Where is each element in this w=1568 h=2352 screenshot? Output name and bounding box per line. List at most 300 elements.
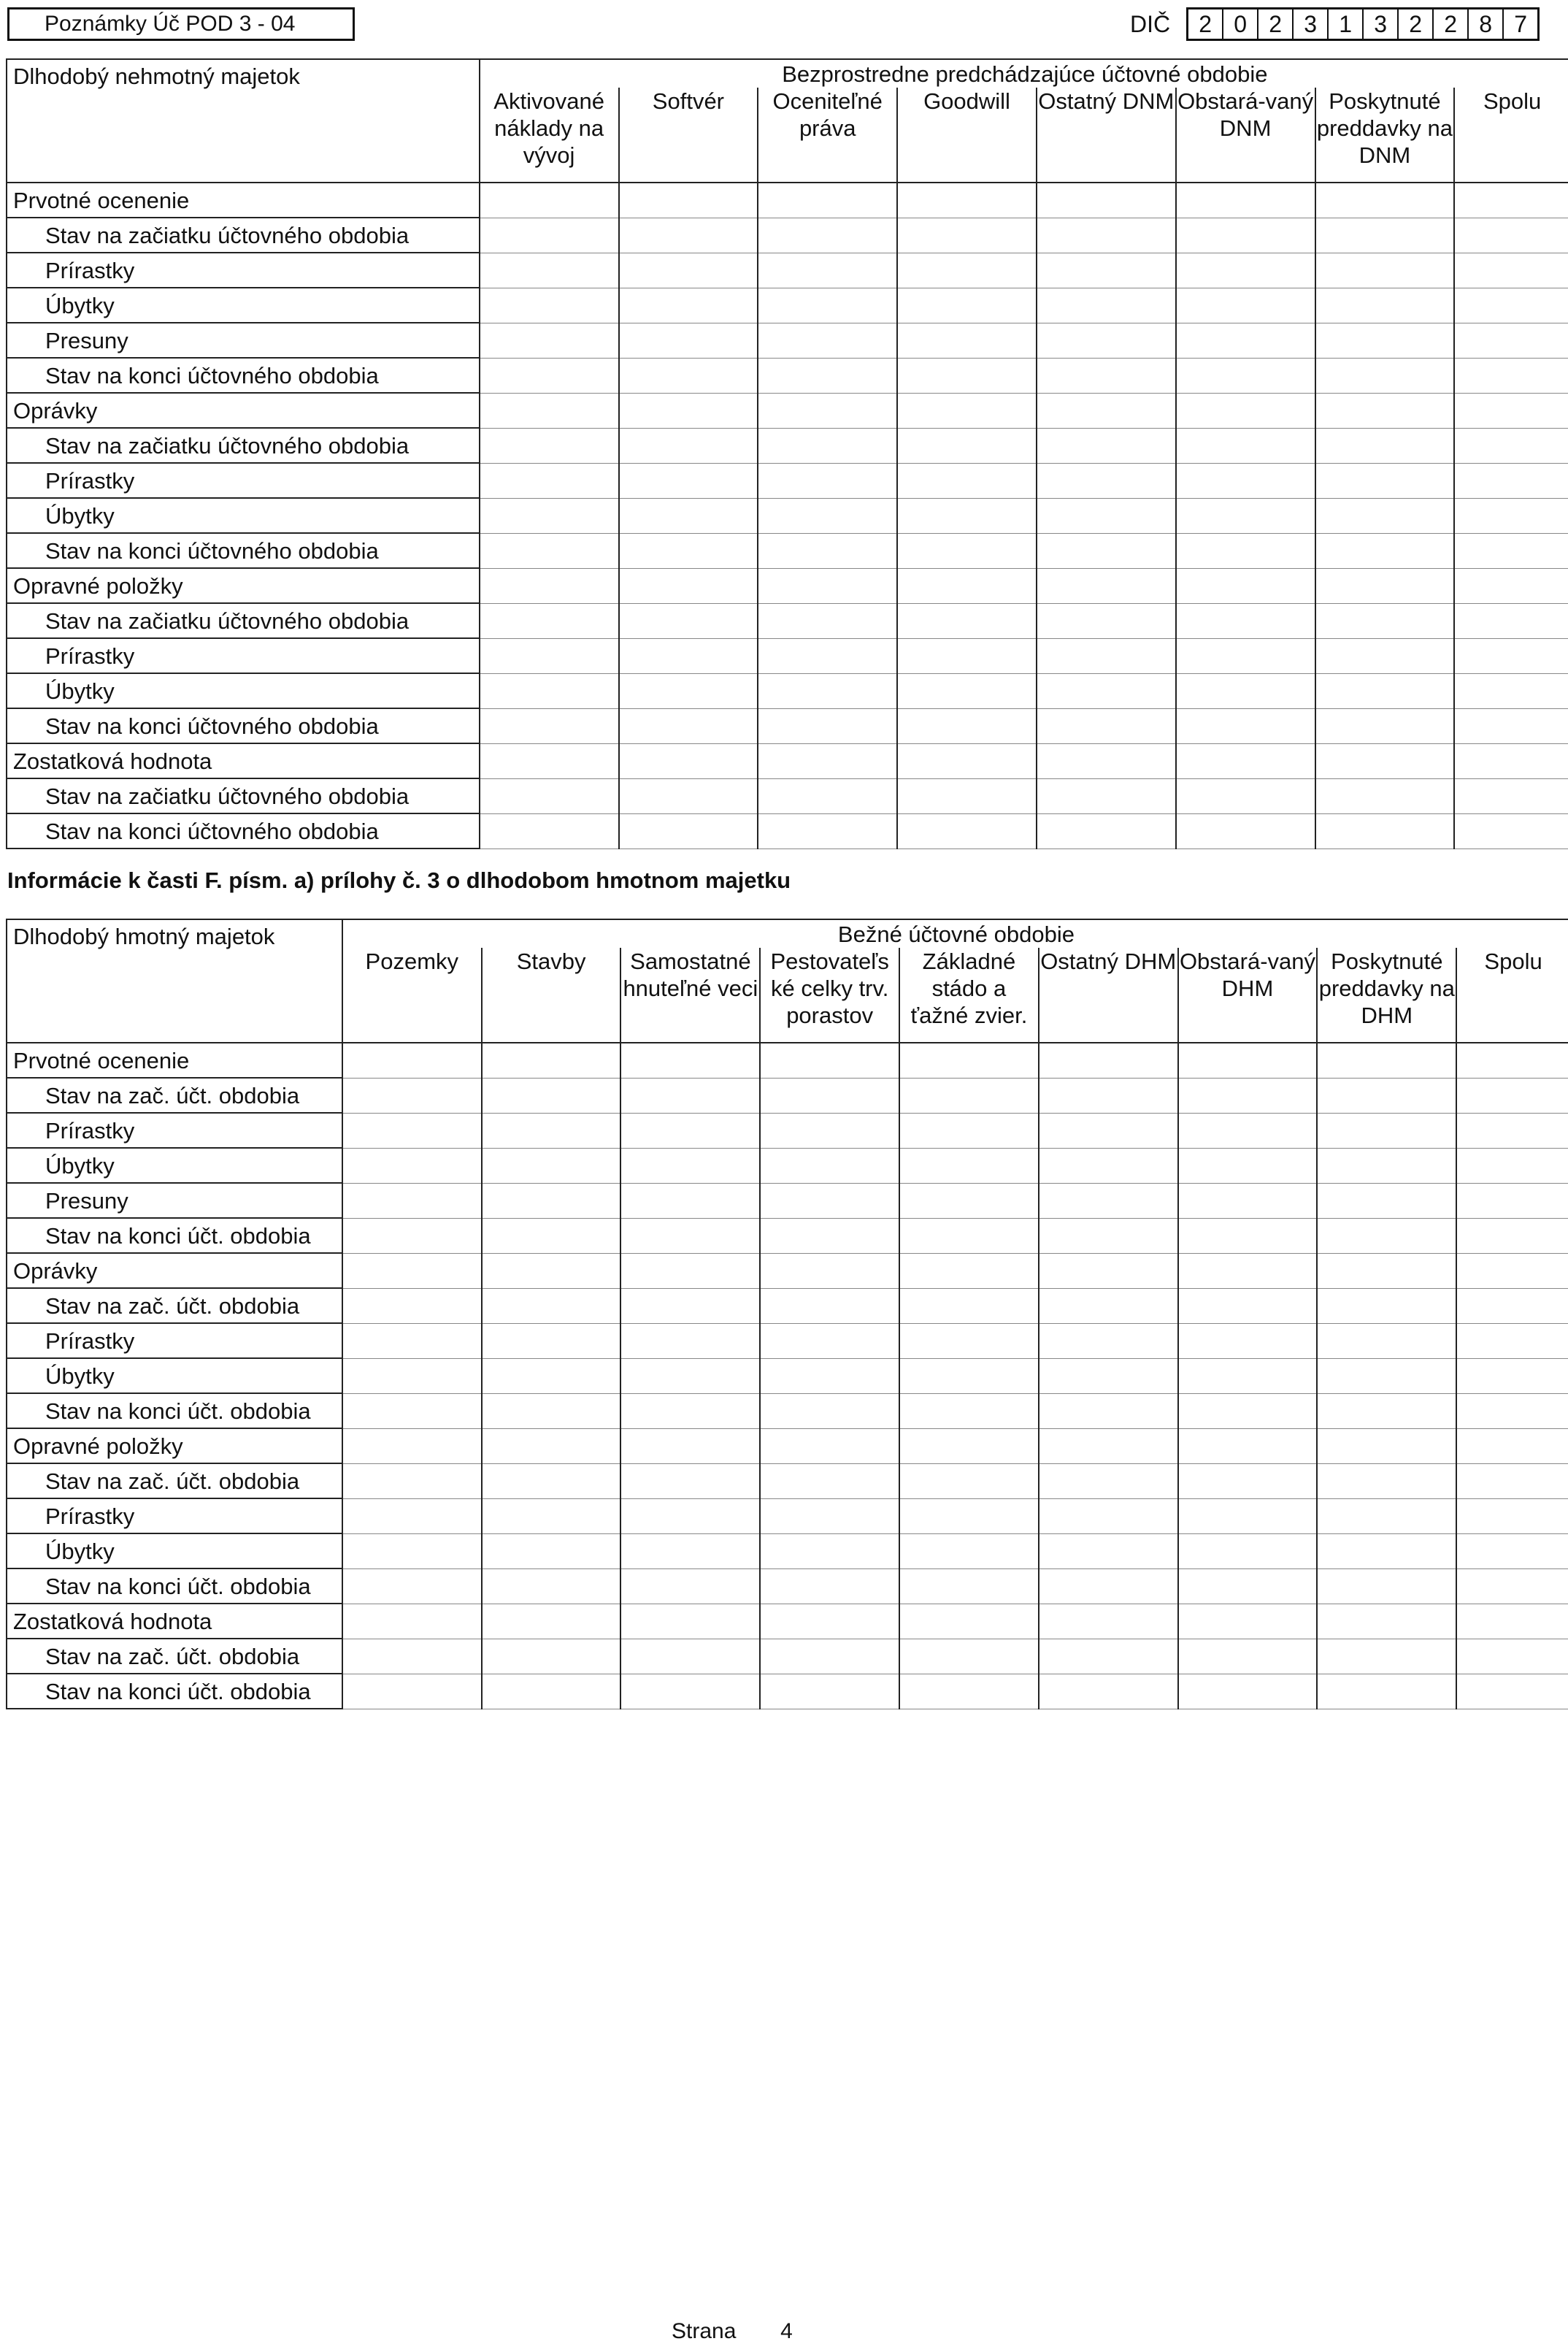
value-cell[interactable] <box>620 1639 760 1674</box>
value-cell[interactable] <box>1176 358 1315 393</box>
value-cell[interactable] <box>1315 568 1455 603</box>
value-cell[interactable] <box>1178 1078 1318 1113</box>
value-cell[interactable] <box>1039 1323 1178 1358</box>
value-cell[interactable] <box>1317 1393 1456 1428</box>
value-cell[interactable] <box>1315 358 1455 393</box>
value-cell[interactable] <box>480 638 619 673</box>
value-cell[interactable] <box>1315 778 1455 813</box>
value-cell[interactable] <box>619 323 758 358</box>
value-cell[interactable] <box>620 1674 760 1709</box>
value-cell[interactable] <box>1315 428 1455 463</box>
value-cell[interactable] <box>897 253 1037 288</box>
value-cell[interactable] <box>1456 1463 1568 1498</box>
value-cell[interactable] <box>760 1043 899 1078</box>
value-cell[interactable] <box>1178 1674 1318 1709</box>
value-cell[interactable] <box>899 1323 1039 1358</box>
value-cell[interactable] <box>342 1078 482 1113</box>
value-cell[interactable] <box>482 1078 621 1113</box>
value-cell[interactable] <box>619 358 758 393</box>
value-cell[interactable] <box>1039 1078 1178 1113</box>
value-cell[interactable] <box>342 1639 482 1674</box>
value-cell[interactable] <box>619 603 758 638</box>
value-cell[interactable] <box>619 498 758 533</box>
value-cell[interactable] <box>758 498 897 533</box>
value-cell[interactable] <box>1317 1323 1456 1358</box>
value-cell[interactable] <box>1317 1498 1456 1533</box>
value-cell[interactable] <box>620 1113 760 1148</box>
value-cell[interactable] <box>620 1604 760 1639</box>
value-cell[interactable] <box>1039 1358 1178 1393</box>
value-cell[interactable] <box>897 568 1037 603</box>
value-cell[interactable] <box>1456 1674 1568 1709</box>
value-cell[interactable] <box>1317 1148 1456 1183</box>
value-cell[interactable] <box>1317 1463 1456 1498</box>
value-cell[interactable] <box>1176 708 1315 743</box>
value-cell[interactable] <box>1317 1218 1456 1253</box>
value-cell[interactable] <box>482 1393 621 1428</box>
value-cell[interactable] <box>342 1674 482 1709</box>
value-cell[interactable] <box>342 1323 482 1358</box>
value-cell[interactable] <box>342 1183 482 1218</box>
value-cell[interactable] <box>480 288 619 323</box>
value-cell[interactable] <box>1178 1393 1318 1428</box>
value-cell[interactable] <box>1176 813 1315 849</box>
value-cell[interactable] <box>758 673 897 708</box>
value-cell[interactable] <box>1454 743 1568 778</box>
value-cell[interactable] <box>342 1463 482 1498</box>
value-cell[interactable] <box>1454 288 1568 323</box>
value-cell[interactable] <box>1037 673 1176 708</box>
value-cell[interactable] <box>619 463 758 498</box>
value-cell[interactable] <box>1456 1113 1568 1148</box>
value-cell[interactable] <box>1176 638 1315 673</box>
value-cell[interactable] <box>1037 323 1176 358</box>
value-cell[interactable] <box>482 1674 621 1709</box>
value-cell[interactable] <box>1039 1428 1178 1463</box>
value-cell[interactable] <box>897 778 1037 813</box>
value-cell[interactable] <box>1317 1428 1456 1463</box>
value-cell[interactable] <box>1456 1358 1568 1393</box>
value-cell[interactable] <box>342 1533 482 1568</box>
value-cell[interactable] <box>897 428 1037 463</box>
value-cell[interactable] <box>760 1323 899 1358</box>
value-cell[interactable] <box>1456 1568 1568 1604</box>
value-cell[interactable] <box>1178 1639 1318 1674</box>
value-cell[interactable] <box>1176 323 1315 358</box>
value-cell[interactable] <box>1454 183 1568 218</box>
value-cell[interactable] <box>1178 1288 1318 1323</box>
value-cell[interactable] <box>1454 568 1568 603</box>
value-cell[interactable] <box>1315 323 1455 358</box>
value-cell[interactable] <box>897 743 1037 778</box>
value-cell[interactable] <box>1317 1568 1456 1604</box>
value-cell[interactable] <box>480 778 619 813</box>
value-cell[interactable] <box>620 1393 760 1428</box>
value-cell[interactable] <box>1456 1604 1568 1639</box>
value-cell[interactable] <box>1317 1639 1456 1674</box>
value-cell[interactable] <box>1037 253 1176 288</box>
value-cell[interactable] <box>897 533 1037 568</box>
value-cell[interactable] <box>1037 218 1176 253</box>
value-cell[interactable] <box>899 1393 1039 1428</box>
value-cell[interactable] <box>897 603 1037 638</box>
value-cell[interactable] <box>619 673 758 708</box>
value-cell[interactable] <box>758 778 897 813</box>
value-cell[interactable] <box>1037 708 1176 743</box>
value-cell[interactable] <box>342 1358 482 1393</box>
value-cell[interactable] <box>1039 1043 1178 1078</box>
value-cell[interactable] <box>760 1288 899 1323</box>
value-cell[interactable] <box>1176 288 1315 323</box>
value-cell[interactable] <box>619 778 758 813</box>
value-cell[interactable] <box>1317 1183 1456 1218</box>
value-cell[interactable] <box>760 1604 899 1639</box>
value-cell[interactable] <box>619 638 758 673</box>
value-cell[interactable] <box>342 1043 482 1078</box>
value-cell[interactable] <box>342 1604 482 1639</box>
value-cell[interactable] <box>1176 533 1315 568</box>
value-cell[interactable] <box>899 1148 1039 1183</box>
value-cell[interactable] <box>1317 1113 1456 1148</box>
value-cell[interactable] <box>620 1253 760 1288</box>
value-cell[interactable] <box>899 1428 1039 1463</box>
value-cell[interactable] <box>1456 1043 1568 1078</box>
value-cell[interactable] <box>1456 1393 1568 1428</box>
value-cell[interactable] <box>480 533 619 568</box>
value-cell[interactable] <box>897 393 1037 428</box>
value-cell[interactable] <box>758 323 897 358</box>
value-cell[interactable] <box>1178 1428 1318 1463</box>
value-cell[interactable] <box>1315 603 1455 638</box>
value-cell[interactable] <box>1456 1218 1568 1253</box>
value-cell[interactable] <box>482 1463 621 1498</box>
value-cell[interactable] <box>619 253 758 288</box>
value-cell[interactable] <box>1317 1043 1456 1078</box>
value-cell[interactable] <box>1454 218 1568 253</box>
value-cell[interactable] <box>899 1604 1039 1639</box>
value-cell[interactable] <box>1178 1358 1318 1393</box>
value-cell[interactable] <box>1178 1043 1318 1078</box>
value-cell[interactable] <box>1037 533 1176 568</box>
value-cell[interactable] <box>758 533 897 568</box>
value-cell[interactable] <box>1037 568 1176 603</box>
value-cell[interactable] <box>1315 708 1455 743</box>
value-cell[interactable] <box>1315 288 1455 323</box>
value-cell[interactable] <box>480 463 619 498</box>
value-cell[interactable] <box>1039 1674 1178 1709</box>
value-cell[interactable] <box>758 183 897 218</box>
value-cell[interactable] <box>482 1218 621 1253</box>
value-cell[interactable] <box>1178 1183 1318 1218</box>
value-cell[interactable] <box>1454 708 1568 743</box>
value-cell[interactable] <box>1039 1568 1178 1604</box>
value-cell[interactable] <box>1037 743 1176 778</box>
value-cell[interactable] <box>1456 1639 1568 1674</box>
value-cell[interactable] <box>1454 673 1568 708</box>
value-cell[interactable] <box>897 463 1037 498</box>
value-cell[interactable] <box>899 1288 1039 1323</box>
value-cell[interactable] <box>482 1533 621 1568</box>
value-cell[interactable] <box>758 218 897 253</box>
value-cell[interactable] <box>620 1428 760 1463</box>
value-cell[interactable] <box>1315 813 1455 849</box>
value-cell[interactable] <box>1317 1604 1456 1639</box>
value-cell[interactable] <box>619 813 758 849</box>
value-cell[interactable] <box>482 1043 621 1078</box>
value-cell[interactable] <box>1176 218 1315 253</box>
value-cell[interactable] <box>758 253 897 288</box>
value-cell[interactable] <box>1037 358 1176 393</box>
value-cell[interactable] <box>1454 323 1568 358</box>
value-cell[interactable] <box>1315 393 1455 428</box>
value-cell[interactable] <box>480 813 619 849</box>
value-cell[interactable] <box>897 498 1037 533</box>
value-cell[interactable] <box>1317 1533 1456 1568</box>
value-cell[interactable] <box>1456 1428 1568 1463</box>
value-cell[interactable] <box>620 1533 760 1568</box>
value-cell[interactable] <box>1037 813 1176 849</box>
value-cell[interactable] <box>1178 1463 1318 1498</box>
value-cell[interactable] <box>342 1253 482 1288</box>
value-cell[interactable] <box>899 1674 1039 1709</box>
value-cell[interactable] <box>1037 778 1176 813</box>
value-cell[interactable] <box>1317 1078 1456 1113</box>
value-cell[interactable] <box>1037 428 1176 463</box>
value-cell[interactable] <box>758 708 897 743</box>
value-cell[interactable] <box>619 743 758 778</box>
value-cell[interactable] <box>1178 1533 1318 1568</box>
value-cell[interactable] <box>342 1148 482 1183</box>
value-cell[interactable] <box>1037 638 1176 673</box>
value-cell[interactable] <box>760 1078 899 1113</box>
value-cell[interactable] <box>480 603 619 638</box>
value-cell[interactable] <box>1039 1393 1178 1428</box>
value-cell[interactable] <box>897 708 1037 743</box>
value-cell[interactable] <box>482 1428 621 1463</box>
value-cell[interactable] <box>1454 603 1568 638</box>
value-cell[interactable] <box>620 1568 760 1604</box>
value-cell[interactable] <box>482 1113 621 1148</box>
value-cell[interactable] <box>620 1078 760 1113</box>
value-cell[interactable] <box>897 813 1037 849</box>
value-cell[interactable] <box>1454 813 1568 849</box>
value-cell[interactable] <box>758 568 897 603</box>
value-cell[interactable] <box>1039 1253 1178 1288</box>
value-cell[interactable] <box>897 358 1037 393</box>
value-cell[interactable] <box>760 1218 899 1253</box>
value-cell[interactable] <box>1176 743 1315 778</box>
value-cell[interactable] <box>1454 253 1568 288</box>
value-cell[interactable] <box>899 1218 1039 1253</box>
value-cell[interactable] <box>480 183 619 218</box>
value-cell[interactable] <box>760 1463 899 1498</box>
value-cell[interactable] <box>1456 1183 1568 1218</box>
value-cell[interactable] <box>758 393 897 428</box>
value-cell[interactable] <box>1176 463 1315 498</box>
value-cell[interactable] <box>760 1148 899 1183</box>
value-cell[interactable] <box>1317 1358 1456 1393</box>
value-cell[interactable] <box>1176 428 1315 463</box>
value-cell[interactable] <box>1454 393 1568 428</box>
value-cell[interactable] <box>480 673 619 708</box>
value-cell[interactable] <box>1178 1323 1318 1358</box>
value-cell[interactable] <box>482 1323 621 1358</box>
value-cell[interactable] <box>482 1604 621 1639</box>
value-cell[interactable] <box>619 533 758 568</box>
value-cell[interactable] <box>758 288 897 323</box>
value-cell[interactable] <box>760 1253 899 1288</box>
value-cell[interactable] <box>1039 1604 1178 1639</box>
value-cell[interactable] <box>1039 1288 1178 1323</box>
value-cell[interactable] <box>480 323 619 358</box>
value-cell[interactable] <box>897 183 1037 218</box>
value-cell[interactable] <box>899 1568 1039 1604</box>
value-cell[interactable] <box>760 1568 899 1604</box>
value-cell[interactable] <box>758 603 897 638</box>
value-cell[interactable] <box>1315 533 1455 568</box>
value-cell[interactable] <box>342 1113 482 1148</box>
value-cell[interactable] <box>758 463 897 498</box>
value-cell[interactable] <box>480 253 619 288</box>
value-cell[interactable] <box>1454 533 1568 568</box>
value-cell[interactable] <box>619 568 758 603</box>
value-cell[interactable] <box>1456 1288 1568 1323</box>
value-cell[interactable] <box>899 1253 1039 1288</box>
value-cell[interactable] <box>342 1288 482 1323</box>
value-cell[interactable] <box>1454 358 1568 393</box>
value-cell[interactable] <box>342 1393 482 1428</box>
value-cell[interactable] <box>482 1498 621 1533</box>
value-cell[interactable] <box>1315 498 1455 533</box>
value-cell[interactable] <box>620 1183 760 1218</box>
value-cell[interactable] <box>760 1113 899 1148</box>
value-cell[interactable] <box>482 1568 621 1604</box>
value-cell[interactable] <box>1178 1253 1318 1288</box>
value-cell[interactable] <box>1178 1568 1318 1604</box>
value-cell[interactable] <box>899 1498 1039 1533</box>
value-cell[interactable] <box>1039 1148 1178 1183</box>
value-cell[interactable] <box>760 1533 899 1568</box>
value-cell[interactable] <box>619 393 758 428</box>
value-cell[interactable] <box>1176 778 1315 813</box>
value-cell[interactable] <box>758 638 897 673</box>
value-cell[interactable] <box>1178 1604 1318 1639</box>
value-cell[interactable] <box>899 1183 1039 1218</box>
value-cell[interactable] <box>342 1568 482 1604</box>
value-cell[interactable] <box>760 1393 899 1428</box>
value-cell[interactable] <box>897 638 1037 673</box>
value-cell[interactable] <box>899 1358 1039 1393</box>
value-cell[interactable] <box>1037 498 1176 533</box>
value-cell[interactable] <box>1178 1218 1318 1253</box>
value-cell[interactable] <box>480 743 619 778</box>
value-cell[interactable] <box>1456 1148 1568 1183</box>
value-cell[interactable] <box>480 708 619 743</box>
value-cell[interactable] <box>620 1288 760 1323</box>
value-cell[interactable] <box>758 813 897 849</box>
value-cell[interactable] <box>1315 463 1455 498</box>
value-cell[interactable] <box>1039 1463 1178 1498</box>
value-cell[interactable] <box>619 428 758 463</box>
value-cell[interactable] <box>620 1148 760 1183</box>
value-cell[interactable] <box>342 1498 482 1533</box>
value-cell[interactable] <box>1315 743 1455 778</box>
value-cell[interactable] <box>619 708 758 743</box>
value-cell[interactable] <box>899 1078 1039 1113</box>
value-cell[interactable] <box>480 568 619 603</box>
value-cell[interactable] <box>1315 673 1455 708</box>
value-cell[interactable] <box>620 1323 760 1358</box>
value-cell[interactable] <box>760 1498 899 1533</box>
value-cell[interactable] <box>897 218 1037 253</box>
value-cell[interactable] <box>1454 638 1568 673</box>
value-cell[interactable] <box>482 1148 621 1183</box>
value-cell[interactable] <box>1317 1253 1456 1288</box>
value-cell[interactable] <box>480 358 619 393</box>
value-cell[interactable] <box>342 1428 482 1463</box>
value-cell[interactable] <box>619 218 758 253</box>
value-cell[interactable] <box>480 393 619 428</box>
value-cell[interactable] <box>480 498 619 533</box>
value-cell[interactable] <box>1039 1183 1178 1218</box>
value-cell[interactable] <box>1039 1639 1178 1674</box>
value-cell[interactable] <box>760 1183 899 1218</box>
value-cell[interactable] <box>1317 1674 1456 1709</box>
value-cell[interactable] <box>897 673 1037 708</box>
value-cell[interactable] <box>1176 393 1315 428</box>
value-cell[interactable] <box>1039 1533 1178 1568</box>
value-cell[interactable] <box>897 323 1037 358</box>
value-cell[interactable] <box>1317 1288 1456 1323</box>
value-cell[interactable] <box>1456 1078 1568 1113</box>
value-cell[interactable] <box>897 288 1037 323</box>
value-cell[interactable] <box>1178 1498 1318 1533</box>
value-cell[interactable] <box>758 428 897 463</box>
value-cell[interactable] <box>899 1113 1039 1148</box>
value-cell[interactable] <box>1456 1253 1568 1288</box>
value-cell[interactable] <box>620 1463 760 1498</box>
value-cell[interactable] <box>1176 498 1315 533</box>
value-cell[interactable] <box>482 1358 621 1393</box>
value-cell[interactable] <box>1176 568 1315 603</box>
value-cell[interactable] <box>1454 463 1568 498</box>
value-cell[interactable] <box>1456 1323 1568 1358</box>
value-cell[interactable] <box>760 1428 899 1463</box>
value-cell[interactable] <box>1037 463 1176 498</box>
value-cell[interactable] <box>1039 1218 1178 1253</box>
value-cell[interactable] <box>758 358 897 393</box>
value-cell[interactable] <box>480 428 619 463</box>
value-cell[interactable] <box>1315 253 1455 288</box>
value-cell[interactable] <box>760 1674 899 1709</box>
value-cell[interactable] <box>620 1498 760 1533</box>
value-cell[interactable] <box>482 1288 621 1323</box>
value-cell[interactable] <box>899 1639 1039 1674</box>
value-cell[interactable] <box>1454 778 1568 813</box>
value-cell[interactable] <box>1039 1498 1178 1533</box>
value-cell[interactable] <box>482 1253 621 1288</box>
value-cell[interactable] <box>1037 603 1176 638</box>
value-cell[interactable] <box>620 1043 760 1078</box>
value-cell[interactable] <box>899 1043 1039 1078</box>
value-cell[interactable] <box>1037 183 1176 218</box>
value-cell[interactable] <box>760 1358 899 1393</box>
value-cell[interactable] <box>1456 1533 1568 1568</box>
value-cell[interactable] <box>899 1533 1039 1568</box>
value-cell[interactable] <box>1176 183 1315 218</box>
value-cell[interactable] <box>342 1218 482 1253</box>
value-cell[interactable] <box>1456 1498 1568 1533</box>
